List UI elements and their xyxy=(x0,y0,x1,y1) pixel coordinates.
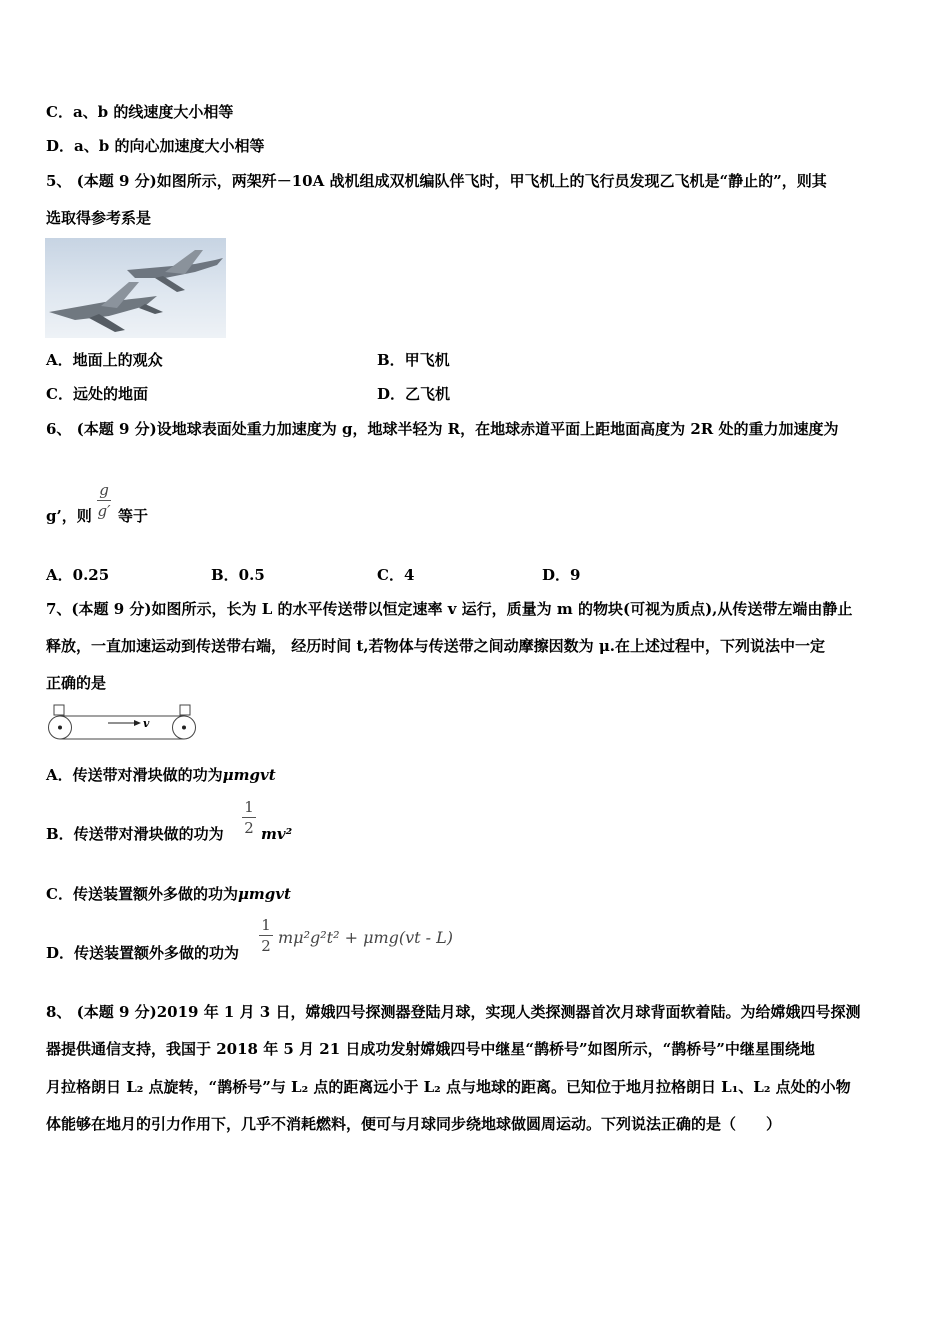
q5-stem-line2: 选取得参考系是 xyxy=(46,209,152,227)
q5-option-a: A．地面上的观众 xyxy=(46,351,163,369)
q7-option-d-text: D．传送装置额外多做的功为 xyxy=(46,944,240,962)
q5-option-d: D．乙飞机 xyxy=(377,385,451,403)
q7-option-b-fraction xyxy=(240,798,258,837)
q6-option-b: B．0.5 xyxy=(211,566,265,584)
q6-option-a: A．0.25 xyxy=(46,566,110,584)
q6-stem-post: 等于 xyxy=(118,507,149,525)
q7-option-c-text: C．传送装置额外多做的功为 xyxy=(46,885,238,903)
q7-stem-line2: 释放，一直加速运动到传送带右端， 经历时间 t,若物体与传送带之间动摩擦因数为 μ.在上述过程中，下列说法中一定 xyxy=(46,637,826,655)
q8-stem-line4: 体能够在地月的引力作用下，几乎不消耗燃料，便可与月球同步绕地球做圆周运动。下列说法正确的是（ ） xyxy=(46,1115,782,1133)
q6-fraction xyxy=(94,481,114,520)
q7-stem-line1: 7、(本题 9 分)如图所示，长为 L 的水平传送带以恒定速率 v 运行，质量为 m 的物块(可视为质点),从传送带左端由静止 xyxy=(46,600,853,618)
q7-option-d-num: 1 xyxy=(261,916,271,934)
q7-option-c-expr: μmgvt xyxy=(237,885,291,903)
q7-stem-line3: 正确的是 xyxy=(46,674,107,692)
jet-fighters-icon xyxy=(45,238,226,338)
q8-stem-line3: 月拉格朗日 L₂ 点旋转，“鹊桥号”与 L₂ 点的距离远小于 L₂ 点与地球的距离。已知位于地月拉格朗日 L₁、L₂ 点处的小物 xyxy=(46,1078,851,1096)
q6-stem-pre: g’，则 xyxy=(46,507,92,525)
q8-stem-line2: 器提供通信支持，我国于 2018 年 5 月 21 日成功发射嫦娥四号中继星“鹊桥号”如图所示，“鹊桥号”中继星围绕地 xyxy=(46,1040,815,1058)
q5-option-b: B．甲飞机 xyxy=(377,351,450,369)
jets-photo xyxy=(45,238,226,338)
q6-fraction-num: g xyxy=(99,481,109,499)
q7-option-c xyxy=(46,884,291,904)
q7-option-b-expr: mv² xyxy=(261,825,293,843)
q6-stem-line1: 6、 (本题 9 分)设地球表面处重力加速度为 g，地球半轻为 R，在地球赤道平面上距地面高度为 2R 处的重力加速度为 xyxy=(46,420,839,438)
q7-option-d-expr: mμ²g²t² + μmg(vt - L) xyxy=(278,928,454,947)
q8-stem-line1: 8、 (本题 9 分)2019 年 1 月 3 日，嫦娥四号探测器登陆月球，实现人类探测器首次月球背面软着陆。为给嫦娥四号探测 xyxy=(46,1003,861,1021)
q4-option-c: C．a、b 的线速度大小相等 xyxy=(46,103,234,121)
q7-option-d-fraction xyxy=(257,916,275,955)
q7-option-a-text: A．传送带对滑块做的功为 xyxy=(46,766,223,784)
belt-velocity-label: v xyxy=(143,717,150,730)
q7-option-b-text: B．传送带对滑块做的功为 xyxy=(46,825,224,843)
q7-option-b-num: 1 xyxy=(244,798,254,816)
q4-option-d: D．a、b 的向心加速度大小相等 xyxy=(46,137,265,155)
q7-option-a xyxy=(46,765,276,785)
q6-option-d: D．9 xyxy=(542,566,581,584)
conveyor-belt-diagram xyxy=(46,703,198,743)
q6-fraction-den: g′ xyxy=(97,502,111,520)
q5-stem-line1: 5、 (本题 9 分)如图所示，两架歼－10A 战机组成双机编队伴飞时，甲飞机上的飞行员发现乙飞机是“静止的”，则其 xyxy=(46,172,827,190)
q7-option-a-expr: μmgvt xyxy=(222,766,276,784)
q7-option-b-den: 2 xyxy=(244,819,254,837)
q5-option-c: C．远处的地面 xyxy=(46,385,148,403)
q7-option-d-den: 2 xyxy=(261,937,271,955)
q6-option-c: C．4 xyxy=(377,566,415,584)
